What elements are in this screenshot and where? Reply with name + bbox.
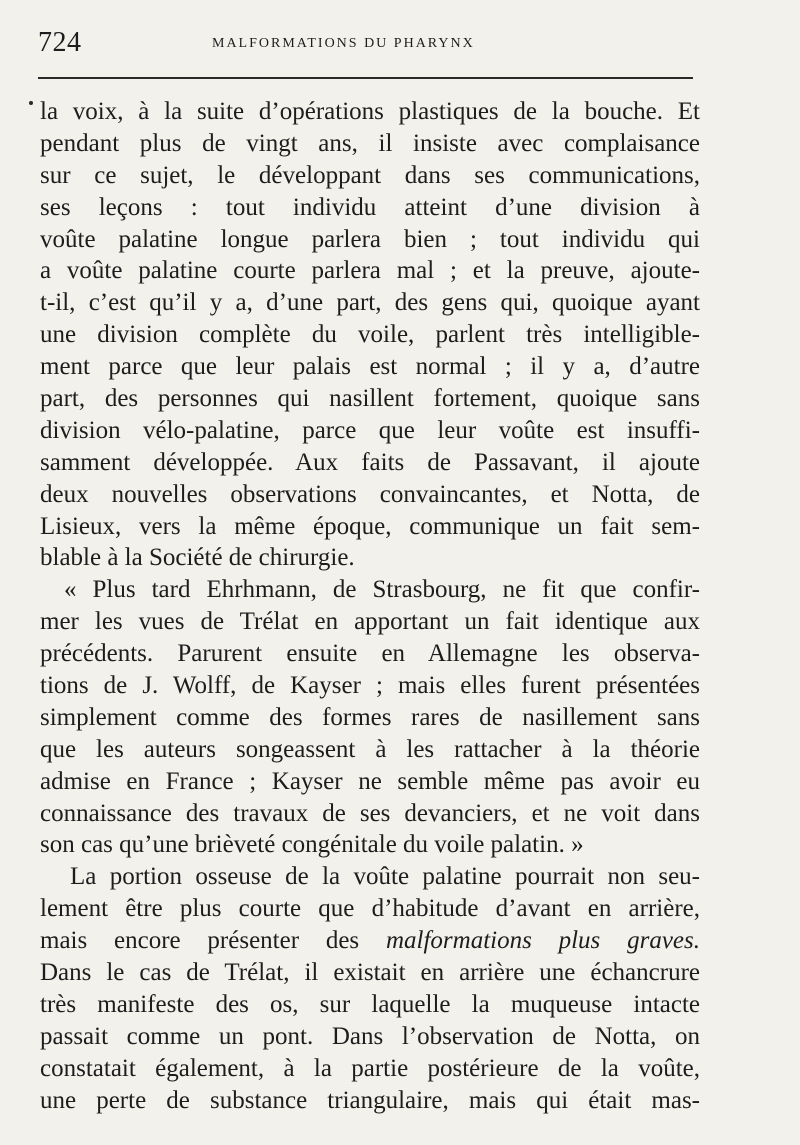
text-line: une perte de substance triangulaire, mais qui était mas- (40, 1086, 700, 1114)
text-line-with-italic (40, 925, 700, 957)
text-line: son cas qu’une brièveté congénitale du voile palatin. » (40, 831, 584, 859)
text-line: ment parce que leur palais est normal ; il y a, d’autre (40, 353, 700, 381)
text-line: t-il, c’est qu’il y a, d’une part, des gens qui, quoique ayant (40, 289, 700, 317)
text-line: part, des personnes qui nasillent fortement, quoique sans (40, 385, 700, 413)
text-line: a voûte palatine courte parlera mal ; et la preuve, ajoute- (40, 257, 700, 285)
italic-phrase: malformations plus graves. (385, 927, 700, 955)
text-line: la voix, à la suite d’opérations plastiques de la bouche. Et (40, 98, 700, 125)
body-text (40, 96, 700, 1117)
text-line: blable à la Société de chirurgie. (40, 544, 355, 572)
text-line: admise en France ; Kayser ne semble même pas avoir eu (40, 767, 700, 795)
text-line: mer les vues de Trélat en apportant un fait identique aux (40, 608, 700, 636)
text-line: très manifeste des os, sur laquelle la muqueuse intacte (40, 990, 700, 1018)
running-title: MALFORMATIONS DU PHARYNX (212, 36, 475, 51)
page-number: 724 (38, 27, 82, 58)
text-line: lement être plus courte que d’habitude d’avant en arrière, (40, 895, 700, 923)
text-line: deux nouvelles observations convaincantes, et Notta, de (40, 480, 700, 508)
text-line: tions de J. Wolff, de Kayser ; mais elles furent présentées (40, 672, 700, 700)
text-line: « Plus tard Ehrhmann, de Strasbourg, ne fit que confir- (64, 576, 700, 604)
text-line: samment développée. Aux faits de Passavant, il ajoute (40, 448, 700, 476)
text-line: Dans le cas de Trélat, il existait en arrière une échancrure (40, 959, 700, 987)
text-line: Lisieux, vers la même époque, communique un fait sem- (40, 512, 700, 540)
text-line: que les auteurs songeassent à les rattacher à la théorie (40, 735, 700, 763)
text-line: voûte palatine longue parlera bien ; tout individu qui (40, 225, 700, 253)
text-line: pendant plus de vingt ans, il insiste avec complaisance (40, 129, 700, 157)
text-line: passait comme un pont. Dans l’observation de Notta, on (40, 1022, 700, 1050)
print-speck (29, 101, 33, 105)
header-rule (38, 77, 693, 79)
text-line: constatait également, à la partie postérieure de la voûte, (40, 1054, 700, 1082)
text-fragment: mais encore présenter des (40, 927, 386, 955)
page-header (38, 28, 693, 68)
text-line: une division complète du voile, parlent très intelligible- (40, 321, 700, 349)
text-line: sur ce sujet, le développant dans ses communications, (40, 161, 700, 189)
text-line: ses leçons : tout individu atteint d’une division à (40, 193, 700, 221)
text-line: connaissance des travaux de ses devanciers, et ne voit dans (40, 799, 700, 827)
text-line: La portion osseuse de la voûte palatine pourrait non seu- (70, 863, 700, 891)
text-line: division vélo-palatine, parce que leur voûte est insuffi- (40, 416, 700, 444)
text-line: simplement comme des formes rares de nasillement sans (40, 703, 700, 731)
text-line: précédents. Parurent ensuite en Allemagne les observa- (40, 640, 700, 668)
